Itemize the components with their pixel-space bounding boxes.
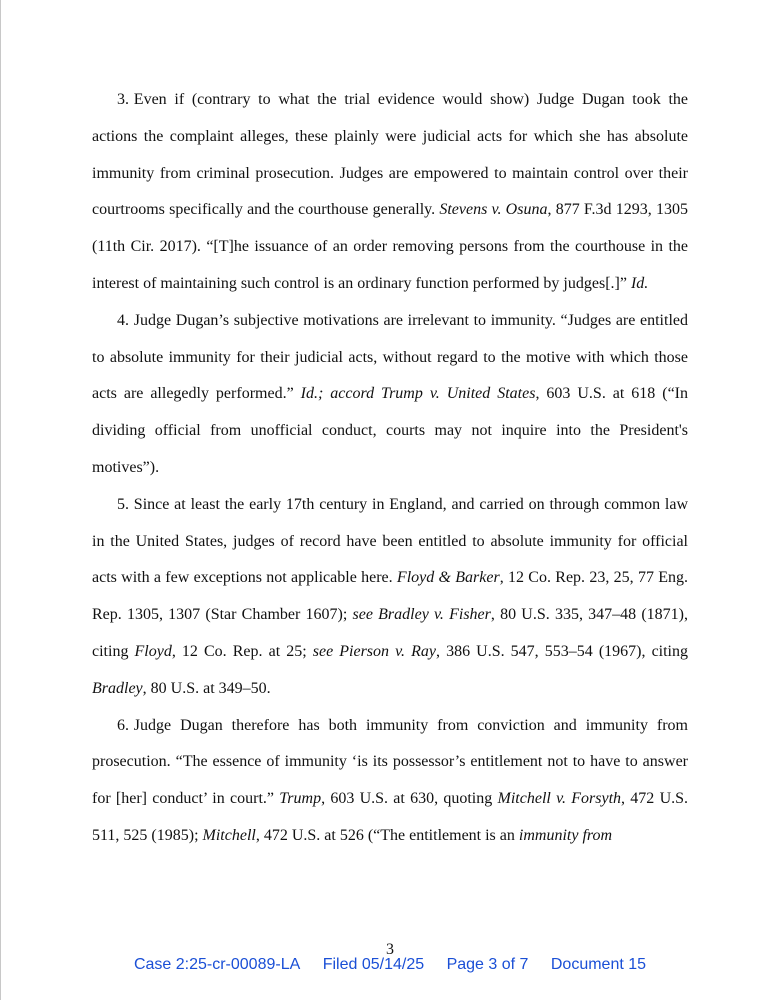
paragraph-text: Even if (contrary to what the trial evidence would show) Judge Dugan took the actions the complaint alleges, these plainly were judicial acts for which she has absolute immunity from criminal prosecution. Judges are empowered to maintain control over their courtrooms specifically and the courthouse generally. [92,91,688,219]
numbered-paragraph [92,82,688,303]
paragraph-number: 6. [117,716,129,734]
paragraph-number: 3. [117,91,129,108]
citation-italic: see Pierson v. Ray [312,642,436,660]
numbered-paragraph [92,487,688,708]
paragraph-text: , 603 U.S. at 630, quoting [321,790,498,808]
footer-filed-date: Filed 05/14/25 [322,956,425,973]
paragraph-text: , 472 U.S. at 526 (“The entitlement is an [255,826,519,844]
paragraph-text: , 12 Co. Rep. at 25; [171,642,313,660]
paragraph-text: , 80 U.S. 335, 347–48 (1871), citing [92,606,689,660]
footer-page-count: Page 3 of 7 [446,956,529,973]
citation-italic: Mitchell [202,826,256,844]
citation-italic: Mitchell v. Forsyth [497,790,622,808]
paragraph-text: Judge Dugan therefore has both immunity from conviction and immunity from prosecution. “The essence of immunity ‘is its possessor’s entitlement not to have to answer for [her] conduct’ in court.” [92,716,688,808]
citation-italic: Bradley [92,679,143,697]
document-body [92,82,688,855]
citation-italic: Floyd & Barker [396,569,500,587]
citation-italic: Floyd [134,642,172,660]
paragraph-text: , 386 U.S. 547, 553–54 (1967), citing [435,642,688,660]
footer-document-number: Document 15 [550,956,647,973]
page-number: 3 [386,941,394,958]
citation-italic: Id.; accord Trump v. United States [300,385,536,403]
numbered-paragraph [92,303,688,487]
paragraph-text: , 603 U.S. at 618 (“In dividing official from unofficial conduct, courts may not inquire into the President's motives”). [92,385,689,476]
citation-italic: see Bradley v. Fisher [352,606,491,624]
citation-italic: immunity from [518,826,613,844]
citation-italic: Id. [630,274,649,292]
paragraph-text: Judge Dugan’s subjective motivations are irrelevant to immunity. “Judges are entitled to absolute immunity for their judicial acts, without regard to the motive with which those acts are allegedly performed.” [92,311,688,403]
footer-case-number: Case 2:25-cr-00089-LA [133,956,301,973]
paragraph-text: , 472 U.S. 511, 525 (1985); [92,790,689,844]
citation-italic: Stevens v. Osuna [439,201,548,219]
numbered-paragraph [92,708,688,855]
paragraph-number: 4. [117,311,129,329]
paragraph-text: Since at least the early 17th century in England, and carried on through common law in the United States, judges of record have been entitled to absolute immunity for official acts with a few exceptions not applicable here. [92,495,688,587]
paragraph-text: , 877 F.3d 1293, 1305 (11th Cir. 2017). “[T]he issuance of an order removing persons from the courthouse in the interest of maintaining such control is an ordinary function performed by judges[.]” [92,201,689,292]
paragraph-text: , 12 Co. Rep. 23, 25, 77 Eng. Rep. 1305, 1307 (Star Chamber 1607); [92,569,689,624]
paragraph-text: , 80 U.S. at 349–50. [142,679,271,697]
ecf-footer-stamp [1,956,778,974]
paragraph-number: 5. [117,495,129,513]
citation-italic: Trump [279,790,322,808]
